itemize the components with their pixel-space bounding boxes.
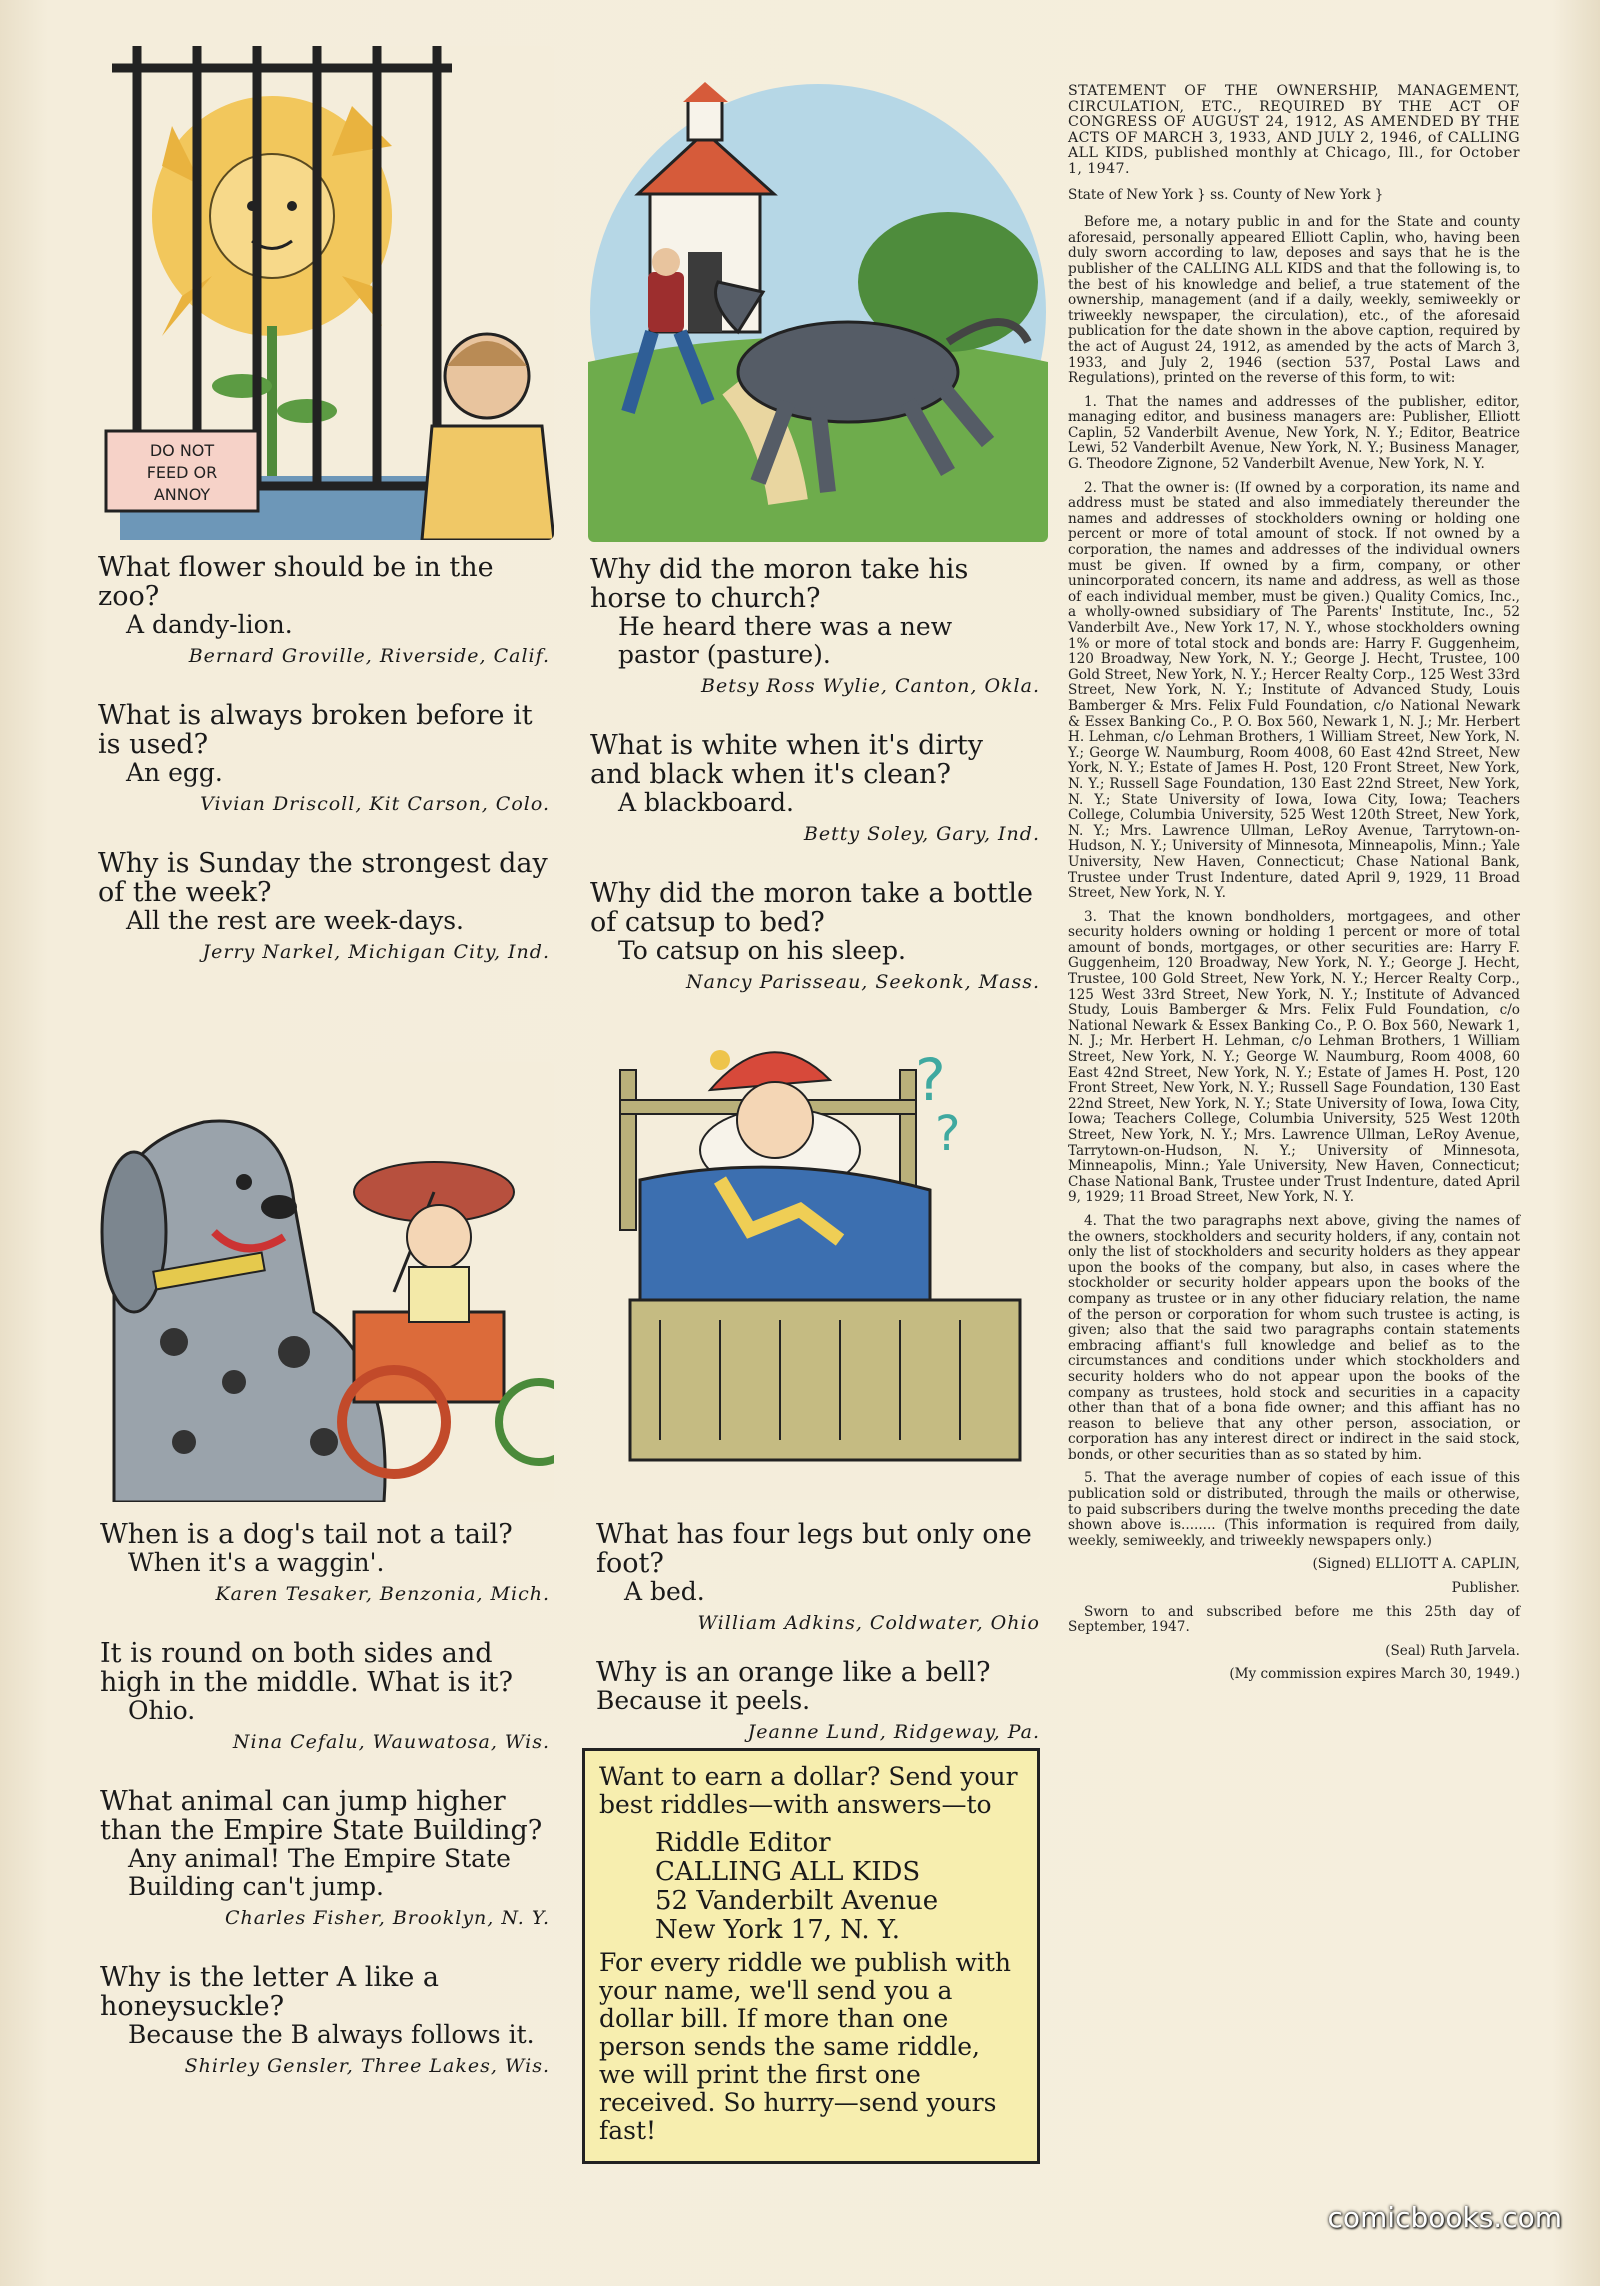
contest-rules: For every riddle we publish with your name, we'll send you a dollar bill. If more than one person sends the same riddle, we will print the first one received. So hurry—send yours fast!: [599, 1948, 1012, 2145]
riddle-question: What is always broken before it is used?: [98, 700, 533, 760]
riddle-answer: Ohio.: [128, 1696, 196, 1725]
riddle-question: Why is the letter A like a honeysuckle?: [100, 1962, 440, 2022]
riddle-credit: Shirley Gensler, Three Lakes, Wis.: [184, 2055, 550, 2077]
statement-sworn: Sworn to and subscribed before me this 25th day of September, 1947.: [1068, 1603, 1520, 1636]
sleeping-boy-drawing: [600, 1000, 1040, 1500]
dog-wagon-illustration: [94, 1062, 554, 1502]
statement-paragraph: 5. That the average number of copies of each issue of this publication sold or distributed, through the mails or otherwise, to paid subscribers during the twelve months preceding the date shown above is........ (This information is required from daily, weekly, semiweekly, and triweekly newspapers only.): [1068, 1470, 1520, 1549]
riddle-answer: All the rest are week-days.: [126, 906, 465, 935]
riddle-answer: A blackboard.: [618, 788, 794, 817]
riddle-question: Why did the moron take his horse to church?: [590, 554, 969, 614]
middle-riddles-top: [590, 555, 1040, 1027]
sign-line-1: DO NOT: [149, 441, 215, 460]
sign-line-2: FEED OR: [146, 463, 218, 482]
riddle-item: [100, 1520, 550, 1605]
riddle-credit: Betsy Ross Wylie, Canton, Okla.: [701, 675, 1040, 697]
contest-intro: Want to earn a dollar? Send your best riddles—with answers—to: [599, 1762, 1018, 1819]
ownership-statement: [1068, 84, 1520, 1691]
riddle-question: Why is Sunday the strongest day of the week?: [98, 848, 548, 908]
left-riddles-top: [98, 553, 550, 997]
riddle-credit: Nina Cefalu, Wauwatosa, Wis.: [232, 1731, 550, 1753]
sleeping-boy-illustration: [600, 1000, 1040, 1500]
site-watermark: comicbooks.com: [1327, 2201, 1562, 2234]
riddle-answer: Because the B always follows it.: [128, 2020, 535, 2049]
statement-paragraph: 4. That the two paragraphs next above, giving the names of the owners, stockholders and security holders, if any, contain not only the list of stockholders and security holders as they appear upon the books of the company, but also, in cases where the stockholder or security holder appears upon the books of the company as trustee or in any other fiduciary relation, the name of the person or corporation for whom such trustee is acting, is given; also that the said two paragraphs contain statements embracing affiant's full knowledge and belief as to the circumstances and conditions under which stockholders and security holders who do not appear upon the books of the company as trustees, hold stock and securities in a capacity other than that of a bona fide owner; and this affiant has no reason to believe that any other person, association, or corporation has any interest direct or indirect in the said stock, bonds, or other securities than as so stated by him.: [1068, 1212, 1520, 1463]
contest-address-line: CALLING ALL KIDS: [655, 1857, 921, 1887]
riddle-item: [100, 1787, 550, 1929]
riddle-item: [100, 1639, 550, 1753]
riddle-question: What has four legs but only one foot?: [596, 1519, 1032, 1579]
statement-signature: (Signed) ELLIOTT A. CAPLIN,: [1312, 1556, 1520, 1573]
riddle-item: [100, 1963, 550, 2077]
riddle-credit: Betty Soley, Gary, Ind.: [803, 823, 1040, 845]
riddle-item: [590, 555, 1040, 697]
statement-seal: (Seal) Ruth Jarvela.: [1385, 1642, 1520, 1659]
statement-paragraph: 2. That the owner is: (If owned by a corporation, its name and address must be stated and also immediately thereunder the names and addresses of stockholders owning or holding one percent or more of total amount of stock. If not owned by a corporation, the names and addresses of the individual owners must be given. If owned by a firm, company, or other unincorporated concern, its name and address, as well as those of each individual member, must be given.) Quality Comics, Inc., a wholly-owned subsidiary of The Parents' Institute, Inc., 52 Vanderbilt Ave., New York 17, N. Y., whose stockholders owning 1% or more of total stock and bonds are: Harry F. Guggenheim, 120 Broadway, New York, N. Y.; George J. Hecht, Trustee, 100 Gold Street, New York, N. Y.; Hercer Realty Corp., 125 West 33rd Street, New York, N. Y.; Institute of Advanced Study, Louis Bamberger & Mrs. Felix Fuld Foundation, c/o National Newark & Essex Banking Co., P. O. Box 560, Newark 1, N. J.; Mr. Herbert H. Lehman, c/o Lehman Brothers, 1 William Street, New York, N. Y.; George W. Naumburg, Room 4008, 60 East 42nd Street, New York, N. Y.; Estate of James H. Post, 120 Front Street, New York, N. Y.; Russell Sage Foundation, 130 East 22nd Street, New York, N. Y.; State University of Iowa, Iowa City, Iowa; Teachers College, Columbia University, 525 West 120th Street, New York, N. Y.; Mrs. Lawrence Ullman, LeRoy Avenue, Tarrytown-on-Hudson, N. Y.; University of Minnesota, Minneapolis, Minn.; Yale University, New Haven, Connecticut; Chase National Bank, Trustee under Trust Indenture, dated April 9, 1929, 11 Broad Street, New York, N. Y.: [1068, 479, 1520, 902]
riddle-item: [98, 553, 550, 667]
lion-flower-illustration: [102, 46, 554, 540]
statement-venue: State of New York } ss. County of New York }: [1068, 186, 1384, 203]
riddle-credit: Jeanne Lund, Ridgeway, Pa.: [747, 1721, 1040, 1743]
riddle-credit: Nancy Parisseau, Seekonk, Mass.: [685, 971, 1040, 993]
riddle-answer: He heard there was a new pastor (pasture).: [618, 612, 953, 669]
riddle-answer: A bed.: [624, 1577, 705, 1606]
riddle-item: [98, 701, 550, 815]
riddle-answer: To catsup on his sleep.: [618, 936, 906, 965]
statement-paragraph: Before me, a notary public in and for the State and county aforesaid, personally appeared Elliott Caplin, who, having been duly sworn according to law, deposes and says that he is the publisher of the CALLING ALL KIDS and that the following is, to the best of his knowledge and belief, a true statement of the ownership, management (and if a daily, weekly, semiweekly or triweekly newspaper, the circulation), etc., of the aforesaid publication for the date shown in the above caption, required by the act of August 24, 1912, as amended by the acts of March 3, 1933, and July 2, 1946 (section 537, Postal Laws and Regulations), printed on the reverse of this form, to wit:: [1068, 214, 1520, 387]
riddle-item: [596, 1520, 1040, 1634]
riddle-question: Why is an orange like a bell?: [596, 1657, 991, 1688]
riddle-credit: Vivian Driscoll, Kit Carson, Colo.: [200, 793, 550, 815]
contest-address-line: Riddle Editor: [655, 1828, 831, 1858]
contest-address-line: 52 Vanderbilt Avenue: [655, 1886, 939, 1916]
contest-address-line: New York 17, N. Y.: [655, 1915, 900, 1945]
svg-text:?: ?: [935, 1106, 961, 1162]
riddle-answer: An egg.: [126, 758, 223, 787]
statement-paragraph: 3. That the known bondholders, mortgagees, and other security holders owning or holding 1 percent or more of total amount of bonds, mortgages, or other securities are: Harry F. Guggenheim, 120 Broadway, New York, N. Y.; George J. Hecht, Trustee, 100 Gold Street, New York, N. Y.; Hercer Realty Corp., 125 West 33rd Street, New York, N. Y.; Institute of Advanced Study, Louis Bamberger & Mrs. Felix Fuld Foundation, c/o National Newark & Essex Banking Co., P. O. Box 560, Newark 1, N. J.; Mr. Herbert H. Lehman, c/o Lehman Brothers, 1 William Street, New York, N. Y.; George W. Naumburg, Room 4008, 60 East 42nd Street, New York, N. Y.; Estate of James H. Post, 120 Front Street, New York, N. Y.; Russell Sage Foundation, 130 East 22nd Street, New York, N. Y.; State University of Iowa, Iowa City, Iowa; Teachers College, Columbia University, 525 West 120th Street, New York, N. Y.; Mrs. Lawrence Ullman, LeRoy Avenue, Tarrytown-on-Hudson, N. Y.; University of Minnesota, Minneapolis, Minn.; Yale University, New Haven, Connecticut; Chase National Bank, Trustee under Trust Indenture, dated April 9, 1929; 11 Broad Street, New York, N. Y.: [1068, 908, 1520, 1206]
riddle-item: [590, 731, 1040, 845]
lion-flower-drawing: [102, 46, 554, 540]
riddle-credit: Karen Tesaker, Benzonia, Mich.: [215, 1583, 550, 1605]
svg-text:?: ?: [915, 1046, 946, 1114]
dog-wagon-drawing: [94, 1062, 554, 1502]
statement-paragraph: 1. That the names and addresses of the publisher, editor, managing editor, and business managers are: Publisher, Elliott Caplin, 52 Vanderbilt Avenue, New York, N. Y.; Editor, Beatrice Lewi, 52 Vanderbilt Avenue, New York, N. Y.; Business Manager, G. Theodore Zignone, 52 Vanderbilt Avenue, New York, N. Y.: [1068, 393, 1520, 473]
riddle-question: What is white when it's dirty and black when it's clean?: [590, 730, 984, 790]
riddle-answer: Any animal! The Empire State Building can't jump.: [128, 1844, 511, 1901]
riddle-answer: A dandy-lion.: [126, 610, 293, 639]
riddle-question: What flower should be in the zoo?: [98, 552, 494, 612]
riddle-credit: William Adkins, Coldwater, Ohio: [697, 1612, 1040, 1634]
riddle-credit: Charles Fisher, Brooklyn, N. Y.: [224, 1907, 550, 1929]
riddle-credit: Jerry Narkel, Michigan City, Ind.: [202, 941, 550, 963]
statement-expiry: (My commission expires March 30, 1949.): [1229, 1666, 1520, 1683]
riddle-question: What animal can jump higher than the Empire State Building?: [100, 1786, 543, 1846]
riddle-item: [596, 1658, 1040, 1743]
church-horse-drawing: [588, 82, 1048, 542]
riddle-question: It is round on both sides and high in the middle. What is it?: [100, 1638, 513, 1698]
statement-signer-title: Publisher.: [1451, 1580, 1520, 1597]
riddle-question: Why did the moron take a bottle of catsup to bed?: [590, 878, 1033, 938]
riddle-item: [98, 849, 550, 963]
riddle-credit: Bernard Groville, Riverside, Calif.: [188, 645, 550, 667]
riddle-item: [590, 879, 1040, 993]
left-riddles-bottom: [100, 1520, 550, 2111]
middle-riddles-bottom: [596, 1520, 1040, 1777]
riddle-answer: Because it peels.: [596, 1686, 811, 1715]
sign-line-3: ANNOY: [153, 485, 211, 504]
riddle-answer: When it's a waggin'.: [128, 1548, 385, 1577]
riddle-contest-box: [582, 1748, 1040, 2164]
riddle-question: When is a dog's tail not a tail?: [100, 1519, 513, 1550]
church-horse-illustration: [588, 82, 1048, 542]
statement-heading: STATEMENT OF THE OWNERSHIP, MANAGEMENT, CIRCULATION, ETC., REQUIRED BY THE ACT OF CONGRESS OF AUGUST 24, 1912, AS AMENDED BY THE ACTS OF MARCH 3, 1933, AND JULY 2, 1946, of CALLING ALL KIDS, published monthly at Chicago, Ill., for October 1, 1947.: [1068, 83, 1520, 177]
